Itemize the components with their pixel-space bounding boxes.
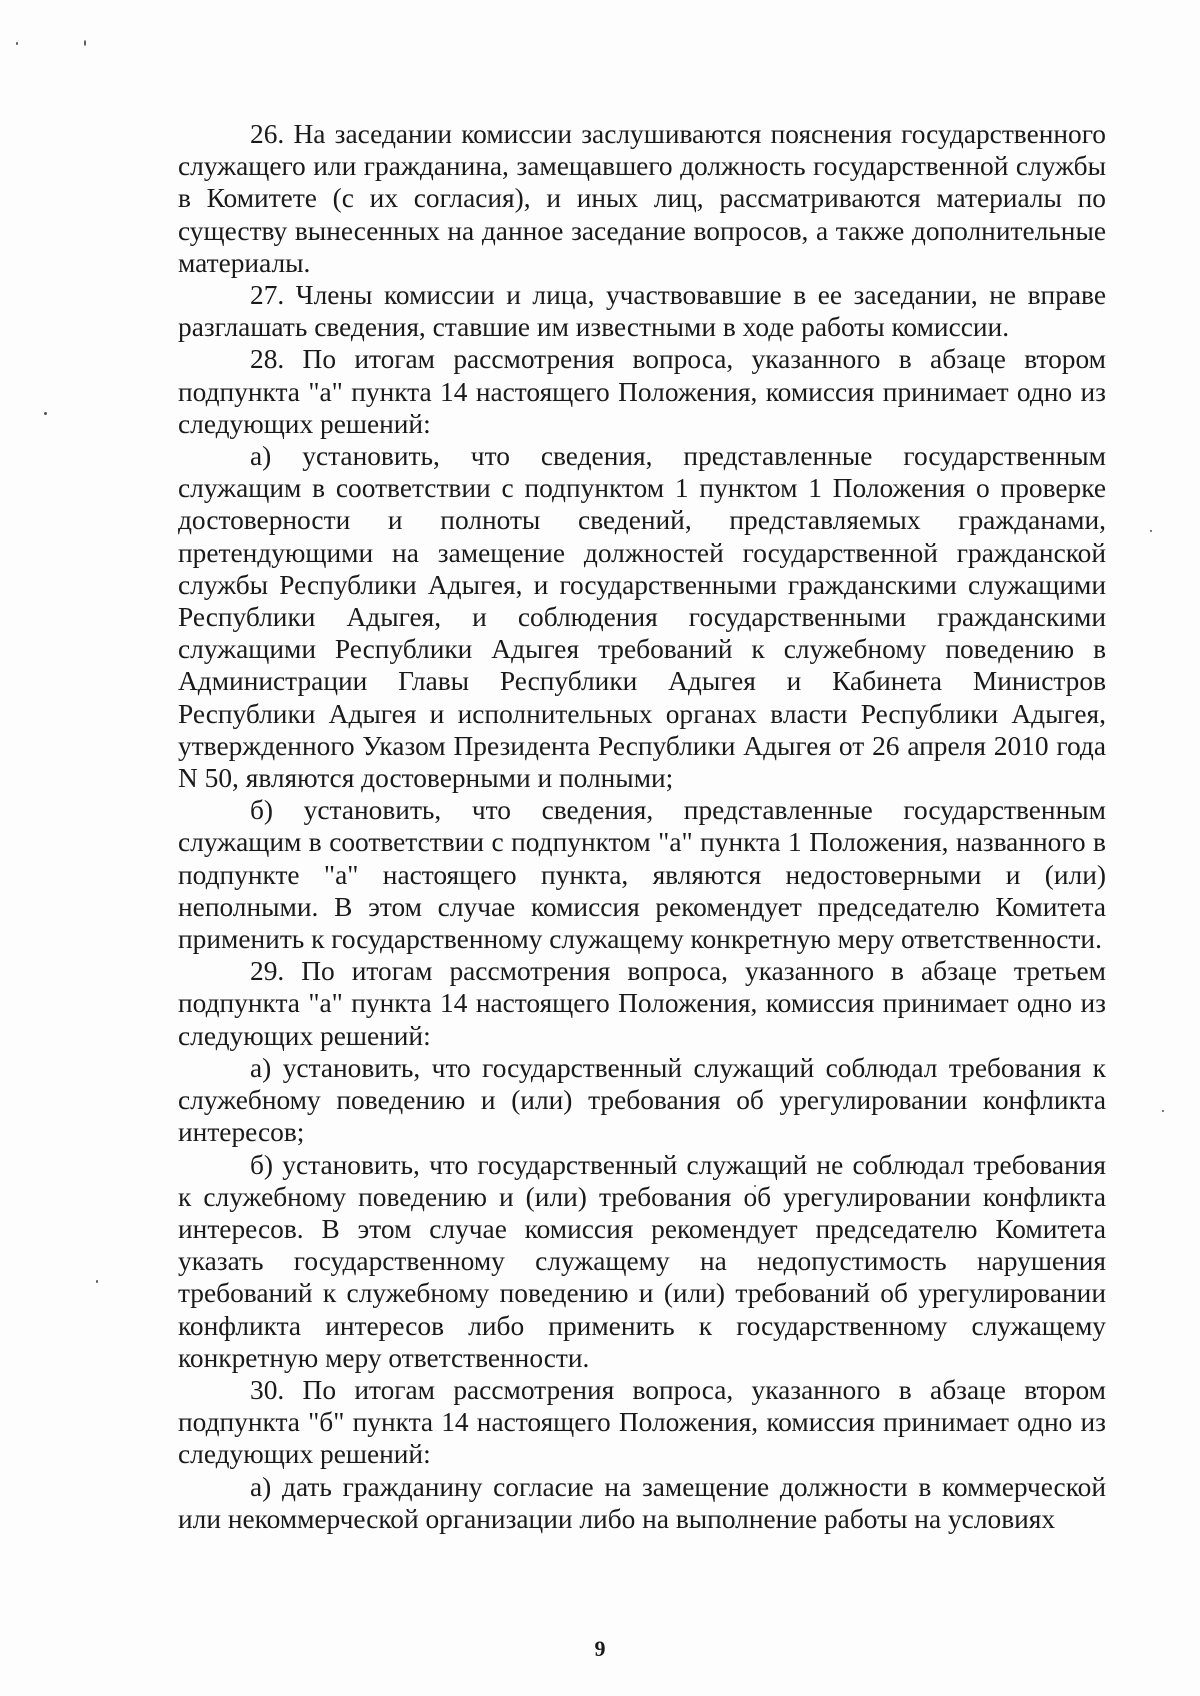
- paragraph-30-a: а) дать гражданину согласие на замещение должности в коммерческой или некоммерческой организации либо на выполнение работы на условиях: [178, 1471, 1106, 1534]
- paragraph-27: 27. Члены комиссии и лица, участвовавшие в ее заседании, не вправе разглашать сведения, ставшие им известными в ходе работы комиссии.: [178, 280, 1106, 343]
- scan-speck: [96, 1280, 98, 1283]
- paragraph-30: 30. По итогам рассмотрения вопроса, указанного в абзаце втором подпункта "б" пункта 14 настоящего Положения, комиссия принимает одно из следующих решений:: [178, 1374, 1106, 1470]
- scan-speck: [1150, 530, 1152, 532]
- scan-speck: [44, 412, 47, 415]
- paragraph-28-b: б) установить, что сведения, представленные государственным служащим в соответствии с подпунктом "а" пункта 1 Положения, названного в подпункте "а" настоящего пункта, являются недостоверными и (или) неполными. В этом случае комиссия рекомендует председателю Комитета применить к государственному служащему конкретную меру ответственности.: [178, 795, 1106, 955]
- paragraph-28: 28. По итогам рассмотрения вопроса, указанного в абзаце втором подпункта "а" пункта 14 настоящего Положения, комиссия принимает одно из следующих решений:: [178, 344, 1106, 439]
- paragraph-29: 29. По итогам рассмотрения вопроса, указанного в абзаце третьем подпункта "а" пункта 14 настоящего Положения, комиссия принимает одно из следующих решений:: [178, 956, 1106, 1051]
- page-number: 9: [594, 1636, 606, 1661]
- paragraph-26: 26. На заседании комиссии заслушиваются пояснения государственного служащего или гражданина, замещавшего должность государственной службы в Комитете (с их согласия), и иных лиц, рассматриваются материалы по существу вынесенных на данное заседание вопросов, а также дополнительные материалы.: [178, 119, 1106, 278]
- paragraph-29-b: б) установить, что государственный служащий не соблюдал требования к служебному поведению и (или) требования об урегулировании конфликта интересов. В этом случае комиссия рекомендует председателю Комитета указать государственному служащему на недопустимость нарушения требований к служебному поведению и (или) требований об урегулировании конфликта интересов либо применить к государственному служащему конкретную меру ответственности.: [178, 1149, 1106, 1373]
- scan-speck: [1162, 1110, 1164, 1112]
- scan-speck: [16, 42, 18, 45]
- paragraph-28-a: а) установить, что сведения, представленные государственным служащим в соответствии с подпунктом 1 пунктом 1 Положения о проверке достоверности и полноты сведений, представляемых гражданами, претендующими на замещение должностей государственной гражданской службы Республики Адыгея, и государственными гражданскими служащими Республики Адыгея, и соблюдения государственными гражданскими служащими Республики Адыгея требований к служебному поведению в Администрации Главы Республики Адыгея и Кабинета Министров Республики Адыгея и исполнительных органах власти Республики Адыгея, утвержденного Указом Президента Республики Адыгея от 26 апреля 2010 года N 50, являются достоверными и полными;: [178, 441, 1106, 794]
- paragraph-29-a: а) установить, что государственный служащий соблюдал требования к служебному поведению и (или) требования об урегулировании конфликта интересов;: [178, 1052, 1106, 1148]
- scan-speck: [84, 40, 86, 46]
- document-body: [178, 118, 1106, 1535]
